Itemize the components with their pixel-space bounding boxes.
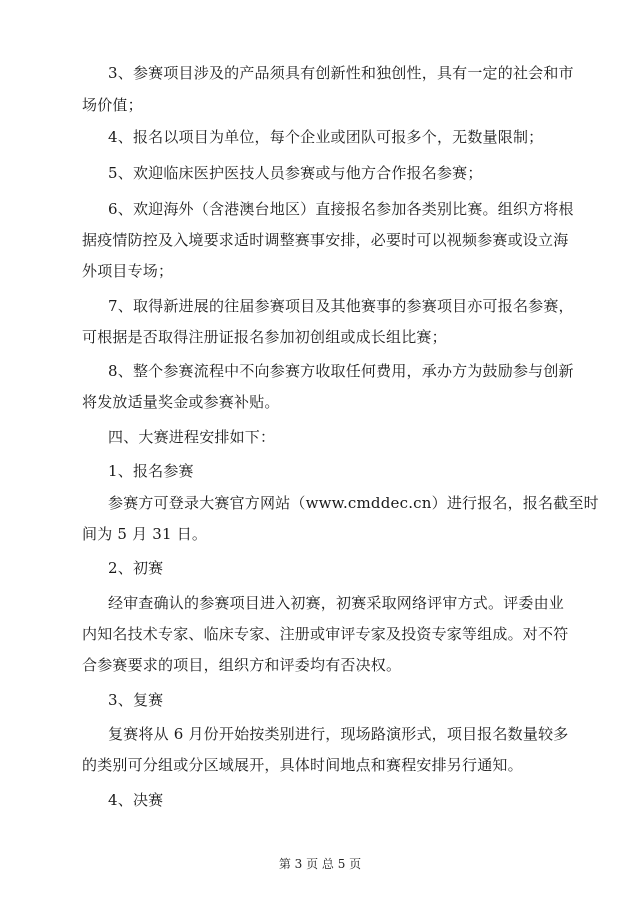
item6-line3: 外项目专场； bbox=[82, 262, 174, 280]
step3-text-line1: 复赛将从 6 月份开始按类别进行，现场路演形式，项目报名数量较多 bbox=[108, 725, 569, 743]
item5-line: 5、欢迎临床医护医技人员参赛或与他方合作报名参赛； bbox=[108, 164, 483, 182]
section4-heading: 四、大赛进程安排如下： bbox=[108, 428, 276, 446]
step4-heading: 4、决赛 bbox=[108, 791, 164, 809]
step2-text-line1: 经审查确认的参赛项目进入初赛，初赛采取网络评审方式。评委由业 bbox=[108, 594, 565, 612]
item8-line2: 将发放适量奖金或参赛补贴。 bbox=[82, 393, 280, 411]
item7-line2: 可根据是否取得注册证报名参加初创组或成长组比赛； bbox=[82, 328, 447, 346]
step1-heading: 1、报名参赛 bbox=[108, 462, 194, 480]
step1-text-line2: 间为 5 月 31 日。 bbox=[82, 525, 208, 543]
item8-line1: 8、整个参赛流程中不向参赛方收取任何费用，承办方为鼓励参与创新 bbox=[108, 362, 574, 380]
step2-heading: 2、初赛 bbox=[108, 559, 164, 577]
step2-text-line2: 内知名技术专家、临床专家、注册或审评专家及投资专家等组成。对不符 bbox=[82, 625, 569, 643]
step1-text-line1: 参赛方可登录大赛官方网站（www.cmddec.cn）进行报名，报名截至时 bbox=[108, 494, 599, 512]
item3-line2: 场价值； bbox=[82, 96, 143, 114]
item4-line: 4、报名以项目为单位，每个企业或团队可报多个，无数量限制； bbox=[108, 128, 544, 146]
item7-line1: 7、取得新进展的往届参赛项目及其他赛事的参赛项目亦可报名参赛， bbox=[108, 297, 574, 315]
item6-line2: 据疫情防控及入境要求适时调整赛事安排，必要时可以视频参赛或设立海 bbox=[82, 231, 569, 249]
step3-text-line2: 的类别可分组或分区域展开，具体时间地点和赛程安排另行通知。 bbox=[82, 756, 523, 774]
step2-text-line3: 合参赛要求的项目，组织方和评委均有否决权。 bbox=[82, 656, 402, 674]
item3-line1: 3、参赛项目涉及的产品须具有创新性和独创性，具有一定的社会和市 bbox=[108, 64, 574, 82]
step3-heading: 3、复赛 bbox=[108, 691, 164, 709]
item6-line1: 6、欢迎海外（含港澳台地区）直接报名参加各类别比赛。组织方将根 bbox=[108, 200, 574, 218]
page-footer: 第 3 页 总 5 页 bbox=[278, 857, 362, 871]
